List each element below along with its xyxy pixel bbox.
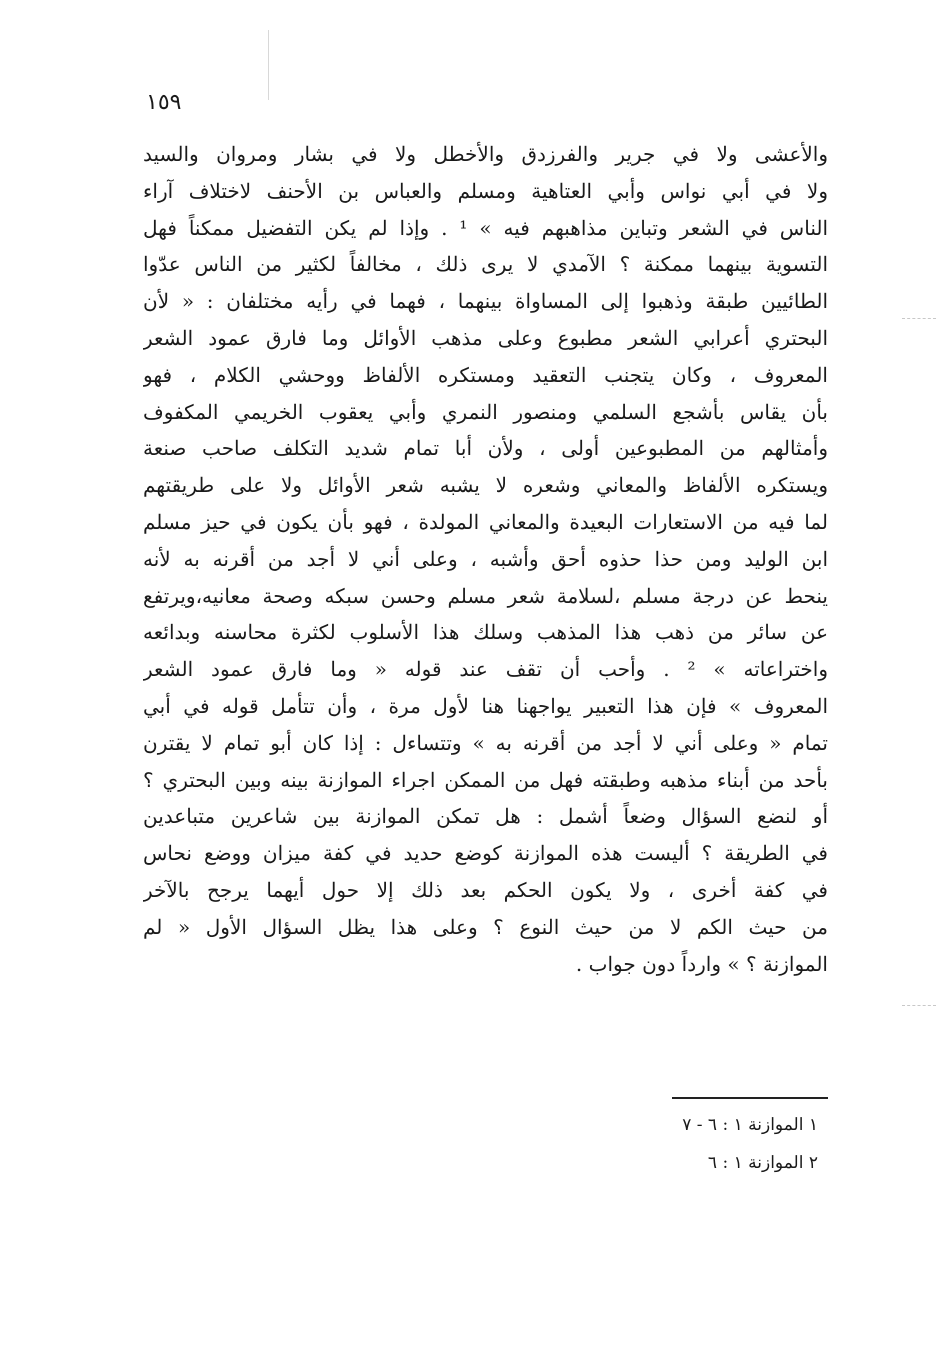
text-line: وأمثالهم من المطبوعين أولى ، ولأن أبا تمام شديد التكلف صاحب صنعة	[143, 436, 828, 461]
text-line: ابن الوليد ومن حذا حذوه أحق وأشبه ، وعلى أني لا أجد من أقرنه به لأنه	[143, 546, 828, 571]
text-line: ولا في أبي نواس وأبي العتاهية ومسلم والعباس بن الأحنف لاختلاف آراء	[143, 178, 828, 203]
text-line: في الطريقة ؟ أليست هذه الموازنة كوضع حديد في كفة ميزان ووضع نحاس	[143, 841, 828, 866]
text-line: بأحد من أبناء مذهبه وطبقته فهل من الممكن اجراء الموازنة بينه وبين البحتري ؟	[143, 767, 828, 792]
text-line: لما فيه من الاستعارات البعيدة والمعاني المولدة ، فهو بأن يكون في حيز مسلم	[143, 509, 828, 534]
text-line: ويستكره الألفاظ والمعاني وشعره لا يشبه شعر الأوائل ولا على طريقتهم	[143, 473, 828, 498]
text-line: واختراعاته » ² . وأحب أن تقف عند قوله « وما فارق عمود الشعر	[143, 657, 828, 682]
footnote: ٢ الموازنة ١ : ٦	[707, 1153, 818, 1173]
text-line: عن سائر من ذهب هذا المذهب وسلك هذا الأسلوب لكثرة محاسنه وبدائعه	[143, 620, 828, 645]
page-number: ١٥٩	[146, 90, 182, 115]
text-line: الموازنة ؟ » وارداً دون جواب .	[575, 951, 828, 976]
scan-artifact-dash	[902, 1005, 936, 1007]
text-line: البحتري أعرابي الشعر مطبوع وعلى مذهب الأوائل وما فارق عمود الشعر	[143, 325, 828, 350]
text-line: الناس في الشعر وتباين مذاهبهم فيه » ¹ . وإذا لم يكن التفضيل ممكناً فهل	[143, 215, 828, 240]
footnotes	[520, 1106, 818, 1182]
footnote-separator	[672, 1097, 828, 1099]
text-line: التسوية بينهما ممكنة ؟ الآمدي لا يرى ذلك ، مخالفاً لكثير من الناس عدّوا	[143, 252, 828, 277]
text-line: الطائيين طبقة وذهبوا إلى المساواة بينهما ، فهما في رأيه مختلفان : « لأن	[143, 289, 828, 314]
body-text	[143, 136, 828, 982]
text-line: في كفة أخرى ، ولا يكون الحكم بعد ذلك إلا حول أيهما يرجح بالآخر	[143, 877, 828, 902]
text-line: أو لنضع السؤال وضعاً أشمل : هل تمكن الموازنة بين شاعرين متباعدين	[143, 804, 828, 829]
text-line: والأعشى ولا في جرير والفرزدق والأخطل ولا في بشار ومروان والسيد	[143, 142, 828, 166]
scan-artifact-line	[268, 30, 269, 100]
text-line: من حيث الكم لا من حيث النوع ؟ وعلى هذا يظل السؤال الأول « لم	[143, 914, 828, 939]
scan-artifact-dash	[902, 318, 936, 320]
text-line: المعروف » فإن هذا التعبير يواجهنا هنا لأول مرة ، وأن تتأمل قوله في أبي	[143, 693, 828, 718]
text-line: المعروف ، وكان يتجنب التعقيد ومستكره الألفاظ ووحشي الكلام ، فهو	[143, 362, 828, 387]
text-line: ينحط عن درجة مسلم ،لسلامة شعر مسلم وحسن سبكه وصحة معانيه،ويرتفع	[143, 583, 828, 608]
footnote: ١ الموازنة ١ : ٦ - ٧	[682, 1115, 818, 1135]
text-line: تمام « وعلى أني لا أجد من أقرنه به » وتتساءل : إذا كان أبو تمام لا يقترن	[143, 730, 828, 755]
text-line: بأن يقاس بأشجع السلمي ومنصور النمري وأبي يعقوب الخريمي المكفوف	[143, 399, 828, 424]
